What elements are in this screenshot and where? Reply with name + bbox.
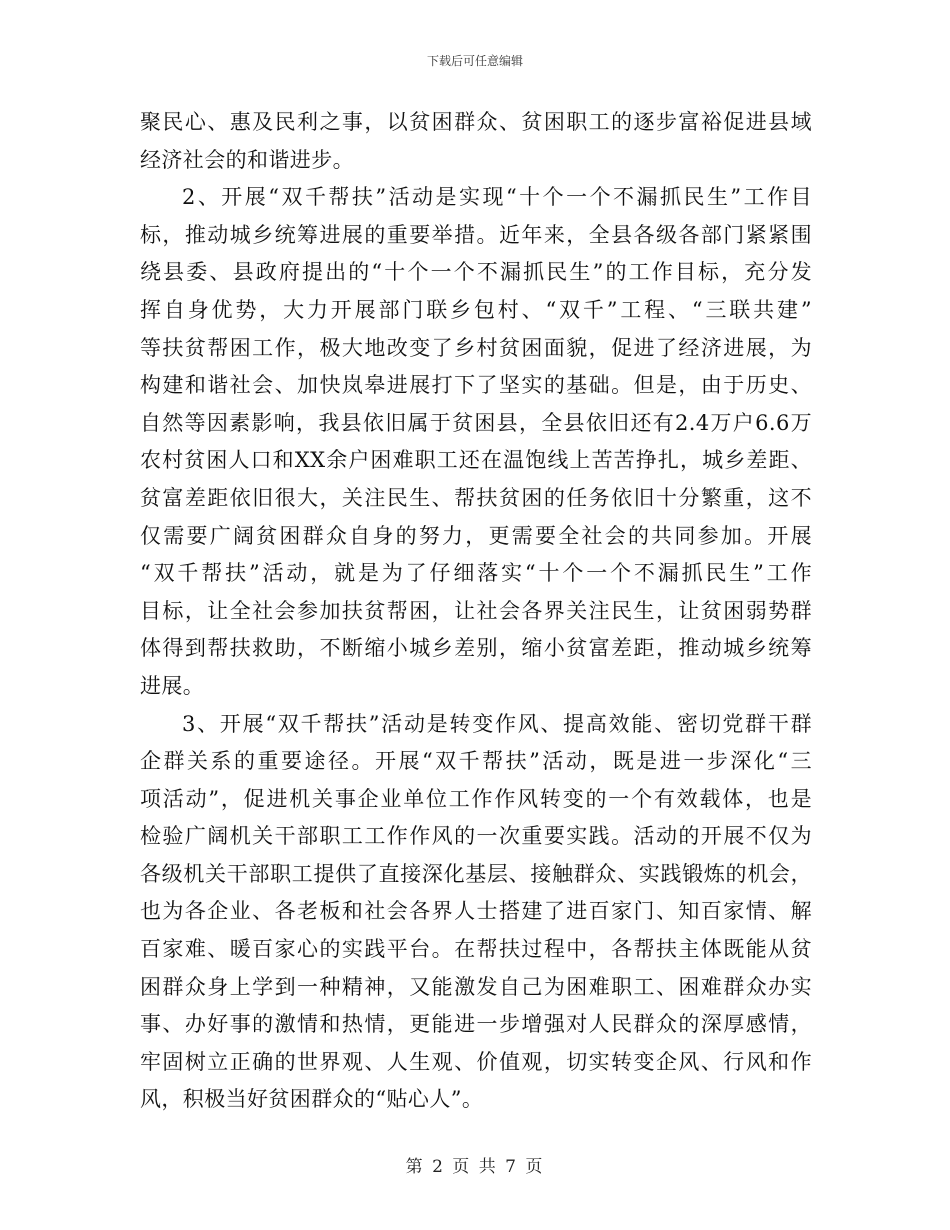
text-line: 牢固树立正确的世界观、人生观、价值观，切实转变企风、行风和作 — [140, 1049, 812, 1074]
text-line: 项活动”，促进机关事企业单位工作作风转变的一个有效载体，也是 — [140, 786, 812, 811]
text-line: 百家难、暖百家心的实践平台。在帮扶过程中，各帮扶主体既能从贫 — [140, 937, 812, 962]
text-line: 事、办好事的激情和热情，更能进一步增强对人民群众的深厚感情， — [140, 1012, 812, 1037]
text-line: 企群关系的重要途径。开展“双千帮扶”活动，既是进一步深化“三 — [140, 749, 812, 774]
text-line: 经济社会的和谐进步。 — [140, 147, 354, 172]
text-line: 挥自身优势，大力开展部门联乡包村、“双千”工程、“三联共建” — [140, 297, 812, 322]
text-line: 聚民心、惠及民利之事，以贫困群众、贫困职工的逐步富裕促进县域 — [140, 110, 812, 134]
document-body — [140, 104, 812, 1119]
text-line: 3、开展“双千帮扶”活动是转变作风、提高效能、密切党群干群 — [182, 711, 812, 736]
text-line: 目标，让全社会参加扶贫帮困，让社会各界关注民生，让贫困弱势群 — [140, 598, 812, 623]
text-line: 检验广阔机关干部职工工作作风的一次重要实践。活动的开展不仅为 — [140, 824, 812, 849]
text-line: 贫富差距依旧很大，关注民生、帮扶贫困的任务依旧十分繁重，这不 — [140, 485, 812, 510]
text-line: 构建和谐社会、加快岚皋进展打下了坚实的基础。但是，由于历史、 — [140, 373, 812, 398]
text-line: 也为各企业、各老板和社会各界人士搭建了进百家门、知百家情、解 — [140, 899, 812, 924]
text-line: 风，积极当好贫困群众的“贴心人”。 — [140, 1087, 484, 1112]
text-line: 仅需要广阔贫困群众自身的努力，更需要全社会的共同参加。开展 — [140, 523, 812, 548]
page-header: 下载后可任意编辑 — [426, 54, 523, 68]
text-line: 各级机关干部职工提供了直接深化基层、接触群众、实践锻炼的机会， — [140, 861, 812, 886]
text-line: 进展。 — [140, 673, 205, 698]
text-line: 农村贫困人口和XX余户困难职工还在温饱线上苦苦挣扎，城乡差距、 — [140, 448, 812, 473]
text-line: “双千帮扶”活动，就是为了仔细落实“十个一个不漏抓民生”工作 — [140, 561, 812, 586]
text-line: 等扶贫帮困工作，极大地改变了乡村贫困面貌，促进了经济进展，为 — [140, 335, 812, 360]
text-line: 2、开展“双千帮扶”活动是实现“十个一个不漏抓民生”工作目 — [182, 185, 812, 210]
text-line: 困群众身上学到一种精神，又能激发自己为困难职工、困难群众办实 — [140, 974, 812, 999]
text-line: 绕县委、县政府提出的“十个一个不漏抓民生”的工作目标，充分发 — [140, 260, 812, 285]
text-line: 标，推动城乡统筹进展的重要举措。近年来，全县各级各部门紧紧围 — [140, 222, 812, 247]
text-line: 体得到帮扶救助，不断缩小城乡差别，缩小贫富差距，推动城乡统筹 — [140, 636, 812, 661]
text-line: 自然等因素影响，我县依旧属于贫困县，全县依旧还有2.4万户6.6万 — [140, 410, 812, 435]
page-number: 第 2 页 共 7 页 — [405, 1157, 545, 1177]
